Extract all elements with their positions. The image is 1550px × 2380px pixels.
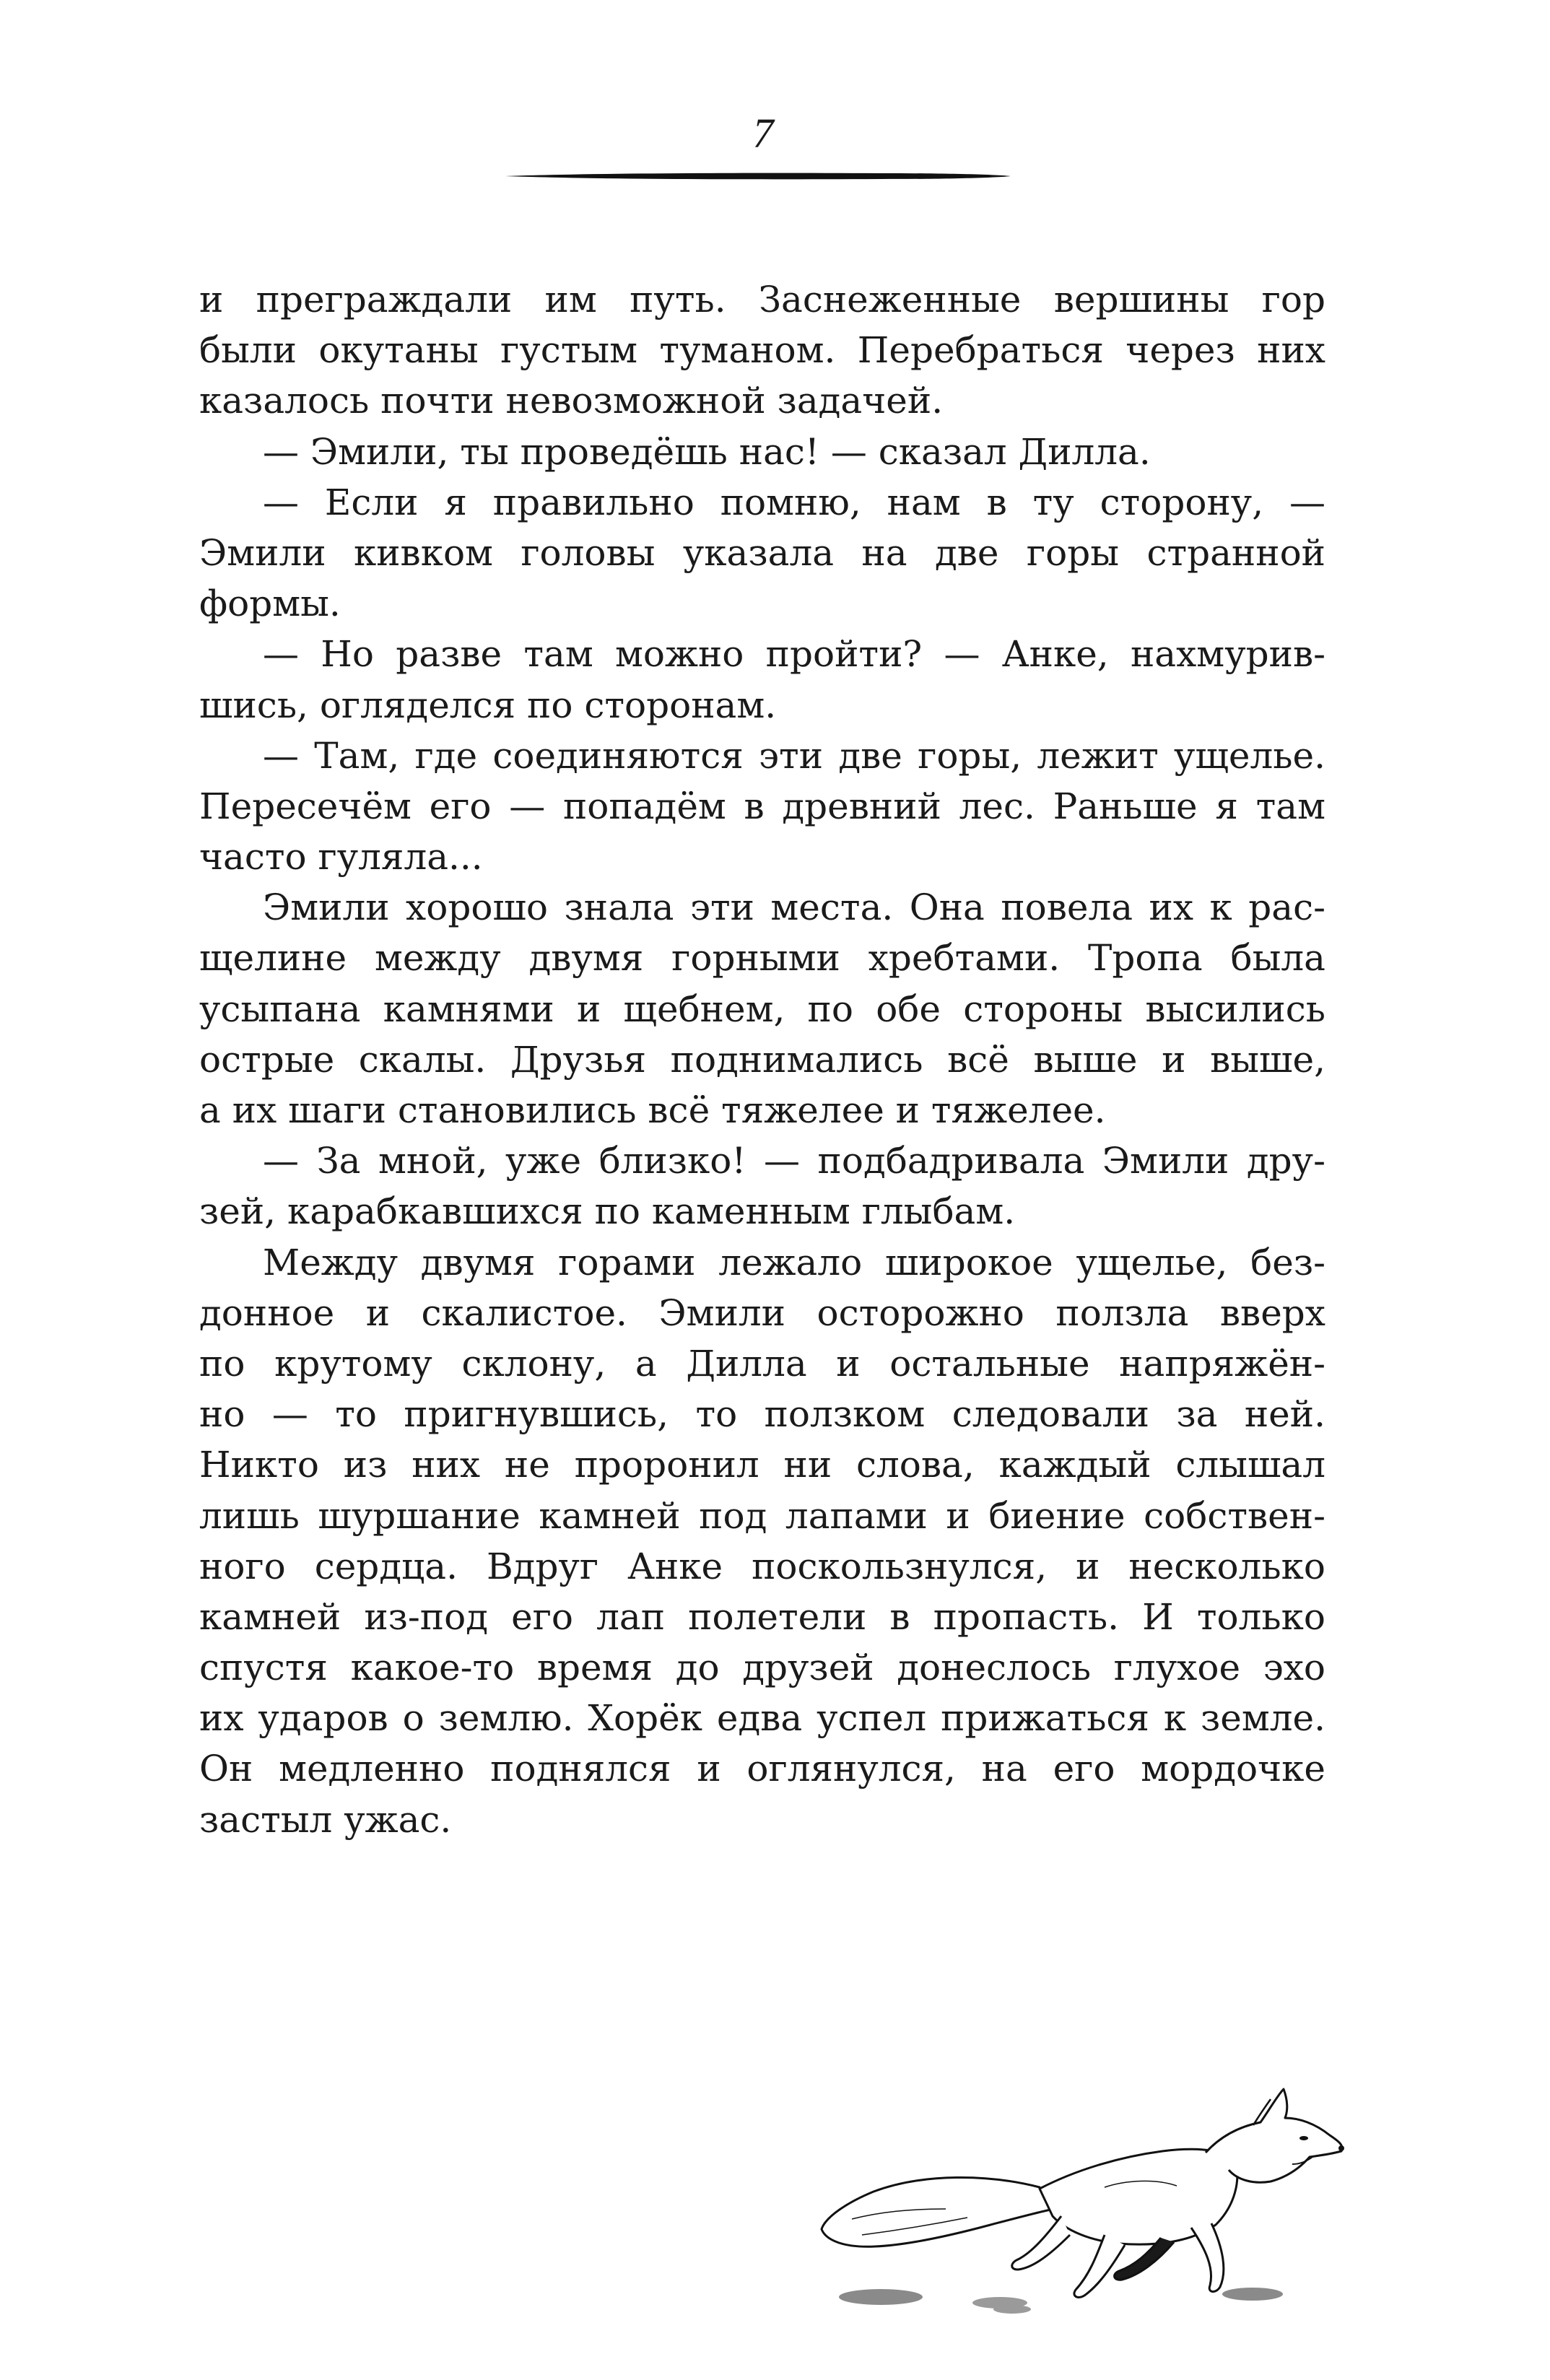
text-line: формы. bbox=[199, 583, 341, 625]
text-line: камней из-под его лап полетели в пропасть. И только bbox=[199, 1595, 1325, 1638]
text-line: ного сердца. Вдруг Анке поскользнулся, и несколько bbox=[199, 1545, 1325, 1587]
page-number: 7 bbox=[752, 110, 774, 157]
text-line: лишь шуршание камней под лапами и биение собствен- bbox=[199, 1494, 1325, 1537]
text-line: но — то пригнувшись, то ползком следовали за ней. bbox=[199, 1393, 1325, 1436]
text-line: — Если я правильно помню, нам в ту сторону, — bbox=[263, 481, 1325, 523]
running-fox-icon bbox=[801, 2065, 1364, 2339]
text-line: застыл ужас. bbox=[199, 1798, 452, 1841]
text-line: — Но разве там можно пройти? — Анке, нахмурив- bbox=[263, 633, 1325, 676]
text-line: — Там, где соединяются эти две горы, лежит ущелье. bbox=[263, 734, 1325, 777]
text-line: шись, огляделся по сторонам. bbox=[199, 684, 777, 726]
text-line: по крутому склону, а Дилла и остальные напряжён- bbox=[199, 1342, 1325, 1385]
text-line: острые скалы. Друзья поднимались всё выше и выше, bbox=[199, 1038, 1325, 1081]
text-line: Никто из них не проронил ни слова, каждый слышал bbox=[199, 1444, 1325, 1486]
text-line: Между двумя горами лежало широкое ущелье, без- bbox=[263, 1241, 1325, 1283]
text-line: а их шаги становились всё тяжелее и тяжелее. bbox=[199, 1089, 1106, 1131]
text-line: часто гуляла... bbox=[199, 836, 483, 879]
text-line: Эмили хорошо знала эти места. Она повела их к рас- bbox=[263, 886, 1325, 929]
header-rule bbox=[505, 171, 1011, 181]
text-line: были окутаны густым туманом. Перебраться через них bbox=[199, 329, 1325, 372]
text-line: казалось почти невозможной задачей. bbox=[199, 380, 944, 422]
text-line: Он медленно поднялся и оглянулся, на его мордочке bbox=[199, 1748, 1325, 1790]
text-line: — За мной, уже близко! — подбадривала Эмили дру- bbox=[263, 1140, 1325, 1182]
text-line: щелине между двумя горными хребтами. Тропа была bbox=[199, 937, 1325, 980]
text-line: и преграждали им путь. Заснеженные вершины гор bbox=[199, 279, 1325, 321]
text-line: их ударов о землю. Хорёк едва успел прижаться к земле. bbox=[199, 1697, 1325, 1740]
text-line: Эмили кивком головы указала на две горы странной bbox=[199, 531, 1325, 574]
text-line: усыпана камнями и щебнем, по обе стороны высились bbox=[199, 988, 1325, 1030]
text-line: донное и скалистое. Эмили осторожно ползла вверх bbox=[199, 1291, 1325, 1334]
text-line: Пересечём его — попадём в древний лес. Раньше я там bbox=[199, 785, 1325, 827]
text-line: спустя какое-то время до друзей донеслось глухое эхо bbox=[199, 1647, 1325, 1689]
body-text bbox=[199, 274, 1325, 1845]
text-line: — Эмили, ты проведёшь нас! — сказал Дилла. bbox=[263, 430, 1151, 473]
text-line: зей, карабкавшихся по каменным глыбам. bbox=[199, 1190, 1016, 1233]
